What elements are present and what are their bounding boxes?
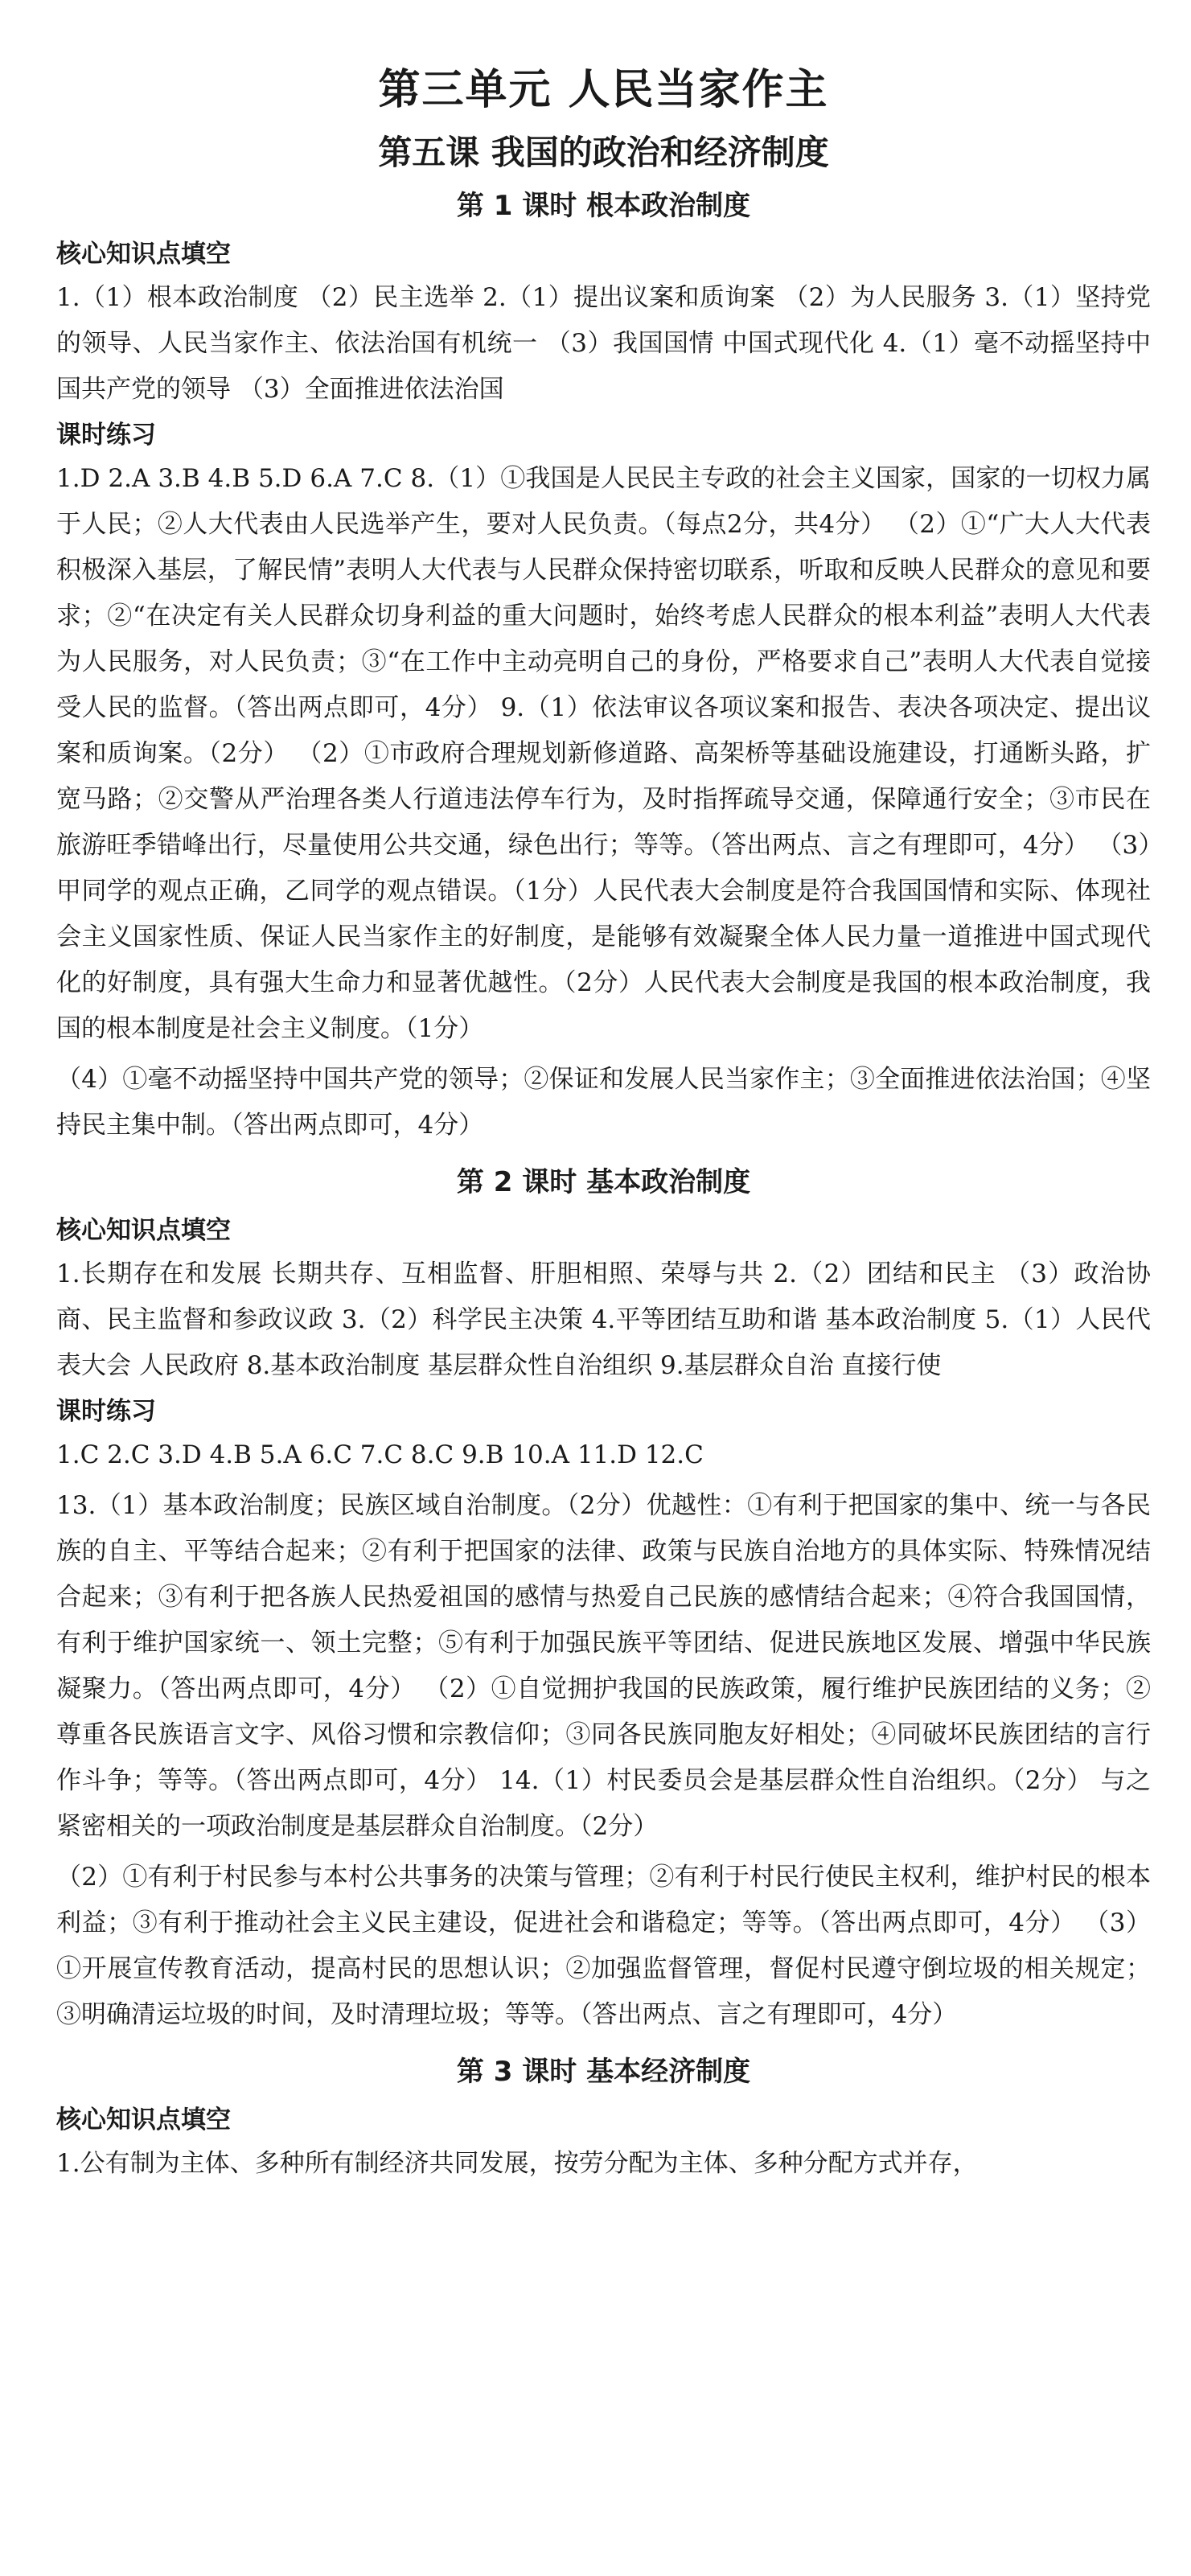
section [56,2102,1151,2187]
section-heading: 核心知识点填空 [56,2106,231,2134]
answer-paragraph: 1.长期存在和发展 长期共存、互相监督、肝胆相照、荣辱与共 2.（2）团结和民主 （3）政治协商、民主监督和参政议政 3.（2）科学民主决策 4.平等团结互助和谐 基本政治制度 5.（1）人民代表大会 人民政府 8.基本政治制度 基层群众性自治组织 9.基层群众自治 直接行使 [56,1259,1151,1380]
answer-paragraph: 1.D 2.A 3.B 4.B 5.D 6.A 7.C 8.（1）①我国是人民民主专政的社会主义国家，国家的一切权力属于人民；②人大代表由人民选举产生，要对人民负责。（每点2分，共4分） （2）①“广大人大代表积极深入基层，了解民情”表明人大代表与人民群众保持密切联系，听取和反映人民群众的意见和要求；②“在决定有关人民群众切身利益的重大问题时，始终考虑人民群众的根本利益”表明人大代表为人民服务，对人民负责；③“在工作中主动亮明自己的身份，严格要求自己”表明人大代表自觉接受人民的监督。（答出两点即可，4分） 9.（1）依法审议各项议案和报告、表决各项决定、提出议案和质询案。（2分） （2）①市政府合理规划新修道路、高架桥等基础设施建设，打通断头路，扩宽马路；②交警从严治理各类人行道违法停车行为，及时指挥疏导交通，保障通行安全；③市民在旅游旺季错峰出行，尽量使用公共交通，绿色出行；等等。（答出两点、言之有理即可，4分） （3）甲同学的观点正确，乙同学的观点错误。（1分）人民代表大会制度是符合我国国情和实际、体现社会主义国家性质、保证人民当家作主的好制度，是能够有效凝聚全体人民力量一道推进中国式现代化的好制度，具有强大生命力和显著优越性。（2分）人民代表大会制度是我国的根本政治制度，我国的根本制度是社会主义制度。（1分） [56,464,1151,1043]
section [56,236,1151,413]
answer-paragraph: 13.（1）基本政治制度；民族区域自治制度。（2分）优越性：①有利于把国家的集中、统一与各民族的自主、平等结合起来；②有利于把国家的法律、政策与民族自治地方的具体实际、特殊情况结合起来；③有利于把各族人民热爱祖国的感情与热爱自己民族的感情结合起来；④符合我国国情，有利于维护国家统一、领土完整；⑤有利于加强民族平等团结、促进民族地区发展、增强中华民族凝聚力。（答出两点即可，4分） （2）①自觉拥护我国的民族政策，履行维护民族团结的义务；②尊重各民族语言文字、风俗习惯和宗教信仰；③同各民族同胞友好相处；④同破坏民族团结的言行作斗争；等等。（答出两点即可，4分） 14.（1）村民委员会是基层群众性自治组织。（2分） 与之紧密相关的一项政治制度是基层群众自治制度。（2分） [56,1491,1151,1841]
section-heading: 课时练习 [56,421,156,450]
lesson-periods [56,188,1151,2187]
section-heading: 核心知识点填空 [56,240,231,269]
answer-paragraph: 1.公有制为主体、多种所有制经济共同发展，按劳分配为主体、多种分配方式并存， [56,2149,978,2178]
section [56,1213,1151,1389]
period-title: 第 1 课时 根本政治制度 [456,190,751,222]
section-heading: 核心知识点填空 [56,1216,231,1245]
period-title: 第 2 课时 基本政治制度 [456,1166,751,1198]
lesson-title: 第五课 我国的政治和经济制度 [378,133,829,172]
section [56,1394,1151,2038]
answer-paragraph: 1.C 2.C 3.D 4.B 5.A 6.C 7.C 8.C 9.B 10.A 11.D 12.C [56,1440,704,1469]
unit-title: 第三单元 人民当家作主 [378,66,829,114]
period-title: 第 3 课时 基本经济制度 [456,2056,751,2088]
section [56,417,1151,1148]
answer-paragraph: 1.（1）根本政治制度 （2）民主选举 2.（1）提出议案和质询案 （2）为人民服务 3.（1）坚持党的领导、人民当家作主、依法治国有机统一 （3）我国国情 中国式现代化 4.（1）毫不动摇坚持中国共产党的领导 （3）全面推进依法治国 [56,283,1151,404]
answer-paragraph: （4）①毫不动摇坚持中国共产党的领导；②保证和发展人民当家作主；③全面推进依法治国；④坚持民主集中制。（答出两点即可，4分） [56,1065,1151,1140]
section-heading: 课时练习 [56,1397,156,1426]
answer-paragraph: （2）①有利于村民参与本村公共事务的决策与管理；②有利于村民行使民主权利，维护村民的根本利益；③有利于推动社会主义民主建设，促进社会和谐稳定；等等。（答出两点即可，4分） （3）①开展宣传教育活动，提高村民的思想认识；②加强监督管理，督促村民遵守倒垃圾的相关规定；③明确清运垃圾的时间，及时清理垃圾；等等。（答出两点、言之有理即可，4分） [56,1863,1151,2029]
